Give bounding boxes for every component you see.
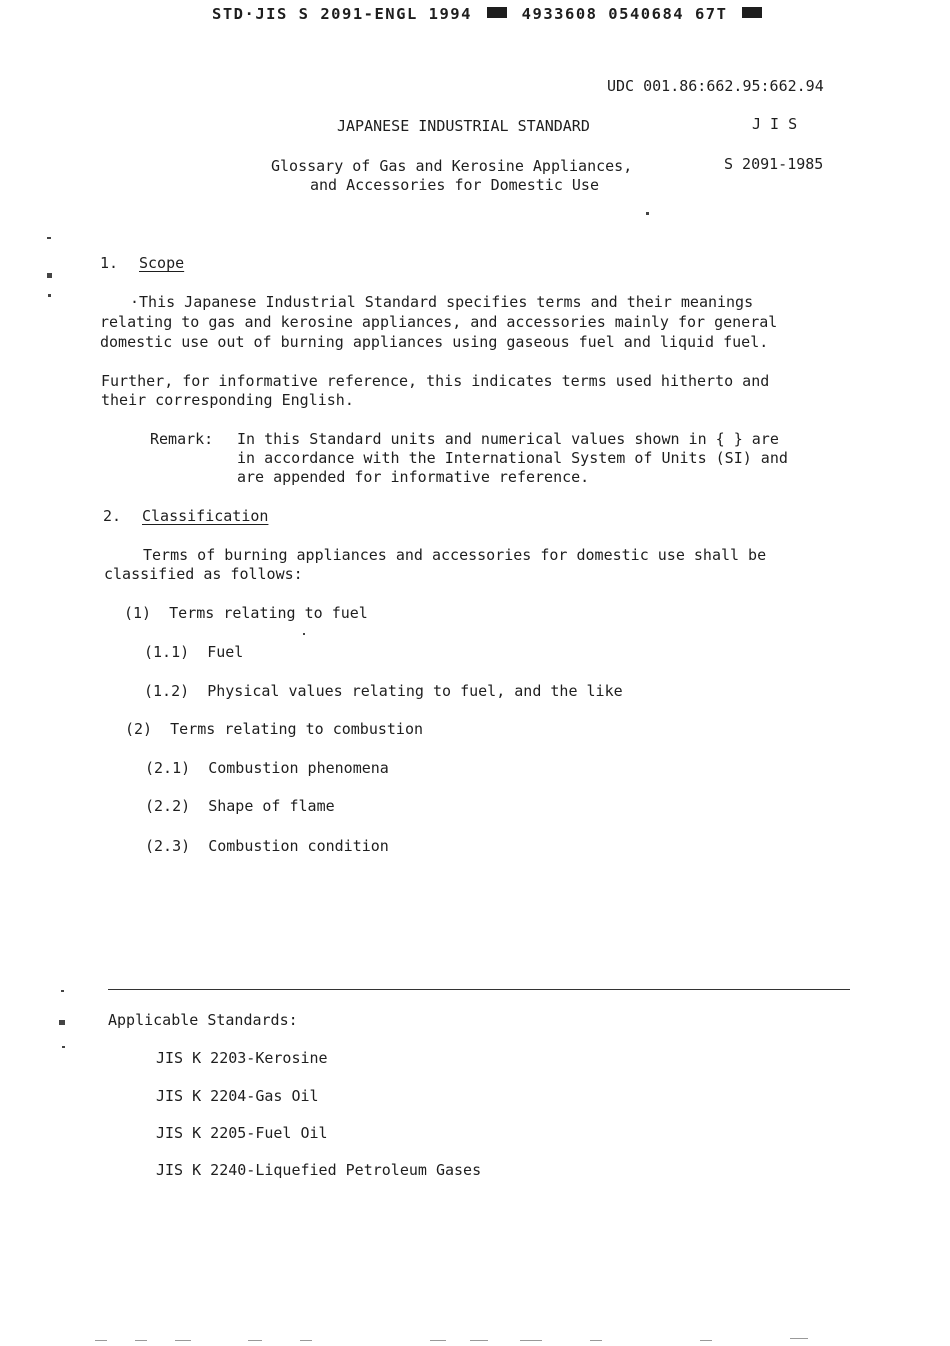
classification-intro-line-1: Terms of burning appliances and accessories for domestic use shall be [143,546,767,564]
list-item-number: (1.2) [144,682,190,700]
standard-title: JAPANESE INDUSTRIAL STANDARD [337,117,590,135]
standard-number: S 2091-1985 [724,155,824,173]
scan-dash [175,1340,191,1341]
redaction-block [742,7,762,18]
scan-speck [47,237,51,239]
scan-speck [303,633,305,635]
section-heading-scope: Scope [139,254,185,272]
list-item-number: (2.2) [145,797,191,815]
scope-para-1-line-3: domestic use out of burning appliances using gaseous fuel and liquid fuel. [100,333,769,351]
list-item-number: (2) [125,720,153,738]
remark-label: Remark: [150,430,214,448]
list-item-label: Fuel [207,643,244,661]
doc-title-line-2: and Accessories for Domestic Use [310,176,599,194]
list-item [125,720,423,740]
list-item [124,604,368,624]
scan-dash [300,1340,312,1341]
scan-dash [520,1340,542,1341]
scope-para-1-line-2: relating to gas and kerosine appliances, and accessories mainly for general [100,313,778,331]
scan-dash [590,1340,602,1341]
barcode-number: 4933608 0540684 67T [521,5,728,23]
section-number: 2. [103,507,122,525]
list-item [145,797,335,817]
list-item-number: (2.1) [145,759,191,777]
list-item-number: (2.3) [145,837,191,855]
scan-speck [48,294,51,297]
jis-mark: J I S [752,115,798,133]
scan-dash [95,1340,107,1341]
scope-para-2-line-2: their corresponding English. [101,391,354,409]
udc-code: UDC 001.86:662.95:662.94 [607,77,824,95]
applicable-standard-item: JIS K 2203-Kerosine [156,1049,328,1067]
list-item-number: (1.1) [144,643,190,661]
scan-dash [430,1340,446,1341]
scan-speck [47,273,52,278]
remark-line-1: In this Standard units and numerical values shown in { } are [237,430,779,448]
footnote-divider [108,989,850,990]
list-item-label: Physical values relating to fuel, and the like [207,682,623,700]
applicable-standard-item: JIS K 2205-Fuel Oil [156,1124,328,1142]
list-item [144,643,243,663]
scope-para-1-line-1: ·This Japanese Industrial Standard specifies terms and their meanings [130,293,754,311]
section-number: 1. [100,254,119,272]
list-item [145,759,389,779]
redaction-block [487,7,507,18]
list-item-label: Terms relating to combustion [170,720,424,738]
document-code: STD·JIS S 2091-ENGL 1994 [212,5,472,23]
list-item-label: Combustion phenomena [208,759,389,777]
list-item-number: (1) [124,604,152,622]
scan-dash [790,1338,808,1339]
scan-speck [61,990,64,992]
remark-line-2: in accordance with the International System of Units (SI) and [237,449,788,467]
list-item-label: Terms relating to fuel [169,604,368,622]
applicable-standards-heading: Applicable Standards: [108,1011,298,1029]
list-item-label: Shape of flame [208,797,335,815]
scan-dash [470,1340,488,1341]
document-code-header [212,5,766,25]
scan-speck [646,212,649,215]
classification-intro-line-2: classified as follows: [104,565,303,583]
remark-line-3: are appended for informative reference. [237,468,590,486]
scan-dash [248,1340,262,1341]
applicable-standard-item: JIS K 2204-Gas Oil [156,1087,319,1105]
scan-speck [62,1046,65,1048]
list-item [145,837,389,857]
scan-dash [135,1340,147,1341]
list-item [144,682,623,702]
list-item-label: Combustion condition [208,837,389,855]
section-heading-classification: Classification [142,507,269,525]
scan-dash [700,1340,712,1341]
doc-title-line-1: Glossary of Gas and Kerosine Appliances, [271,157,633,175]
scope-para-2-line-1: Further, for informative reference, this indicates terms used hitherto and [101,372,770,390]
applicable-standard-item: JIS K 2240-Liquefied Petroleum Gases [156,1161,482,1179]
scan-speck [59,1020,65,1025]
